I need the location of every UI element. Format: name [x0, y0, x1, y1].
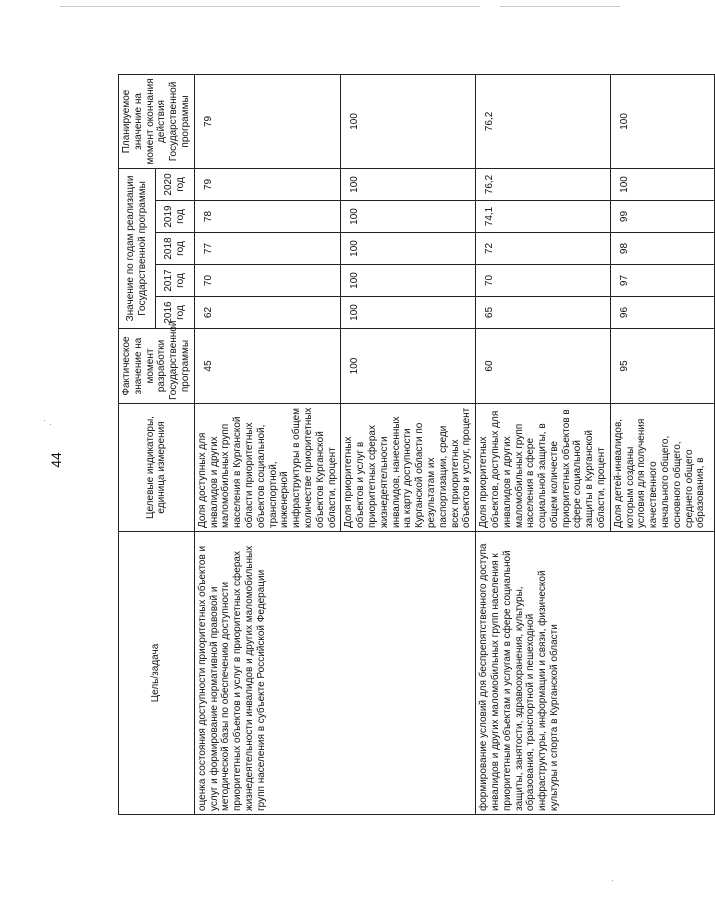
- year-value: 78: [194, 201, 341, 233]
- goal-cell: формирование условий для беспрепятственного доступа инвалидов и других маломобильных групп населения к приоритетным объектам и услугам в сфере социальной защиты, занятости, здравоохранения, культуры, образования, транспортной и пешеходной инфраструктуры, информации и связи, физической культуры и спорта в Курганской области: [476, 532, 715, 815]
- header-year: 2019 год: [155, 201, 194, 233]
- year-value: 76,2: [476, 168, 611, 200]
- indicators-table: [118, 74, 715, 815]
- year-value: 100: [341, 201, 476, 233]
- scan-line: [60, 6, 480, 7]
- year-value: 100: [610, 168, 714, 200]
- year-value: 70: [194, 265, 341, 297]
- indicator-cell: Доля доступных для инвалидов и других маломобильных групп населения в Курганской области приоритетных объектов социальной, транспортной, инженерной инфраструктуры в общем количестве приоритетных объектов Курганской области, процент: [194, 404, 341, 532]
- fact-cell: 95: [610, 329, 714, 404]
- plan-cell: 100: [610, 74, 714, 168]
- year-value: 99: [610, 201, 714, 233]
- table-row: [194, 74, 341, 814]
- year-value: 100: [341, 297, 476, 329]
- header-by-years: Значение по годам реализации Государственной программы: [119, 168, 156, 328]
- year-value: 96: [610, 297, 714, 329]
- rotated-table-container: [118, 75, 707, 815]
- year-value: 74,1: [476, 201, 611, 233]
- indicator-cell: Доля приоритетных объектов и услуг в приоритетных сферах жизнедеятельности инвалидов, нанесенных на карту доступности Курганской области по результатам их паспортизации, среди всех приоритетных объектов и услуг, процент: [341, 404, 476, 532]
- header-year: 2016 год: [155, 297, 194, 329]
- header-goal: Цель/задача: [119, 532, 195, 815]
- header-year: 2017 год: [155, 265, 194, 297]
- year-value: 100: [341, 233, 476, 265]
- year-value: 72: [476, 233, 611, 265]
- fact-cell: 100: [341, 329, 476, 404]
- table-row: [476, 74, 611, 814]
- year-value: 70: [476, 265, 611, 297]
- fact-cell: 45: [194, 329, 341, 404]
- year-value: 100: [341, 265, 476, 297]
- year-value: 77: [194, 233, 341, 265]
- scan-speck: [612, 880, 613, 881]
- header-fact: Фактическое значение на момент разработки Государственной программы: [119, 329, 195, 404]
- year-value: 100: [341, 168, 476, 200]
- year-value: 65: [476, 297, 611, 329]
- indicator-cell: Доля детей-инвалидов, которым созданы условия для получения качественного начального общего, основного общего, среднего общего образования, в: [610, 404, 714, 532]
- fact-cell: 60: [476, 329, 611, 404]
- plan-cell: 79: [194, 74, 341, 168]
- plan-cell: 76,2: [476, 74, 611, 168]
- indicator-cell: Доля приоритетных объектов, доступных для инвалидов и других маломобильных групп населения в сфере социальной защиты, в общем количестве приоритетных объектов в сфере социальной защиты в Курганской области, процент: [476, 404, 611, 532]
- header-indicator: Целевые индикаторы, единица измерения: [119, 404, 195, 532]
- header-year: 2020 год: [155, 168, 194, 200]
- scan-speck: [50, 424, 51, 425]
- year-value: 98: [610, 233, 714, 265]
- year-value: 97: [610, 265, 714, 297]
- year-value: 62: [194, 297, 341, 329]
- header-plan: Планируемое значение на момент окончания действия Государственной программы: [119, 74, 195, 168]
- header-year: 2018 год: [155, 233, 194, 265]
- scan-speck: [44, 420, 45, 421]
- page-number: 44: [48, 452, 64, 468]
- plan-cell: 100: [341, 74, 476, 168]
- year-value: 79: [194, 168, 341, 200]
- goal-cell: оценка состояния доступности приоритетных объектов и услуг и формирование нормативной правовой и методической базы по обеспечению доступности приоритетных объектов и услуг в приоритетных сферах жизнедеятельности инвалидов и других маломобильных групп населения в субъекте Российской Федерации: [194, 532, 475, 815]
- scan-line: [500, 6, 620, 7]
